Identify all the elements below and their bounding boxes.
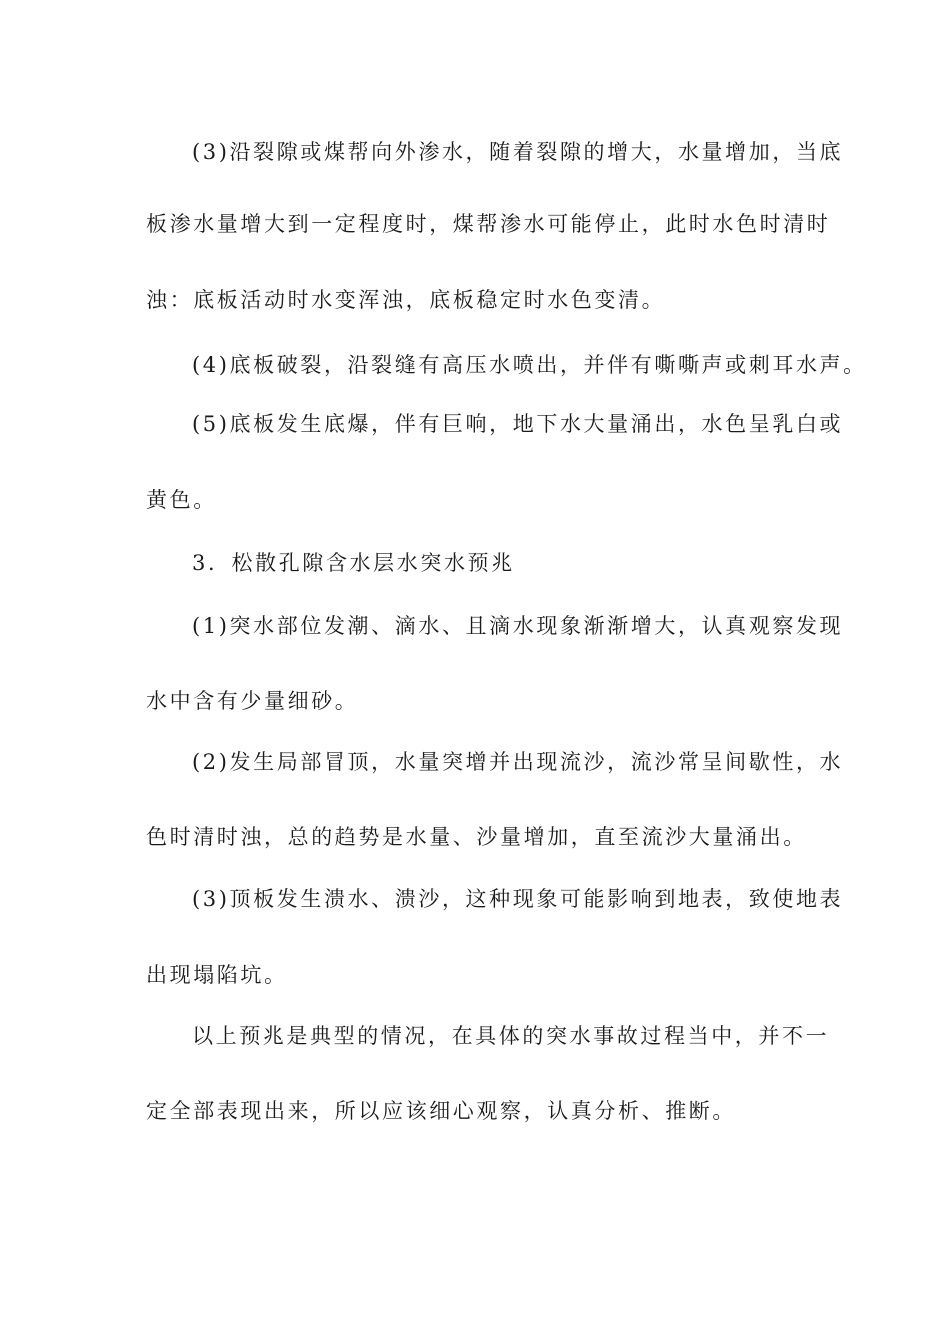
paragraph-line: 出现塌陷坑。 (146, 963, 288, 987)
paragraph-line: 水中含有少量细砂。 (146, 689, 359, 713)
paragraph-line: 板渗水量增大到一定程度时，煤帮渗水可能停止，此时水色时清时 (146, 212, 831, 236)
paragraph-line: (5)底板发生底爆，伴有巨响，地下水大量涌出，水色呈乳白或 (192, 412, 844, 436)
section-heading: 3．松散孔隙含水层水突水预兆 (192, 551, 515, 575)
paragraph-line: (4)底板破裂，沿裂缝有高压水喷出，并伴有嘶嘶声或刺耳水声。 (192, 353, 867, 377)
paragraph-line: (1)突水部位发潮、滴水、且滴水现象渐渐增大，认真观察发现 (192, 614, 844, 638)
paragraph-line: 色时清时浊，总的趋势是水量、沙量增加，直至流沙大量涌出。 (146, 825, 807, 849)
paragraph-line: (2)发生局部冒顶，水量突增并出现流沙，流沙常呈间歇性，水 (192, 750, 844, 774)
paragraph-line: 定全部表现出来，所以应该细心观察，认真分析、推断。 (146, 1099, 736, 1123)
paragraph-line: 以上预兆是典型的情况，在具体的突水事故过程当中，并不一 (192, 1024, 830, 1048)
paragraph-line: 黄色。 (146, 488, 217, 512)
paragraph-line: (3)沿裂隙或煤帮向外渗水，随着裂隙的增大，水量增加，当底 (192, 140, 844, 164)
paragraph-line: (3)顶板发生溃水、溃沙，这种现象可能影响到地表，致使地表 (192, 887, 844, 911)
paragraph-line: 浊：底板活动时水变浑浊，底板稳定时水色变清。 (146, 288, 666, 312)
